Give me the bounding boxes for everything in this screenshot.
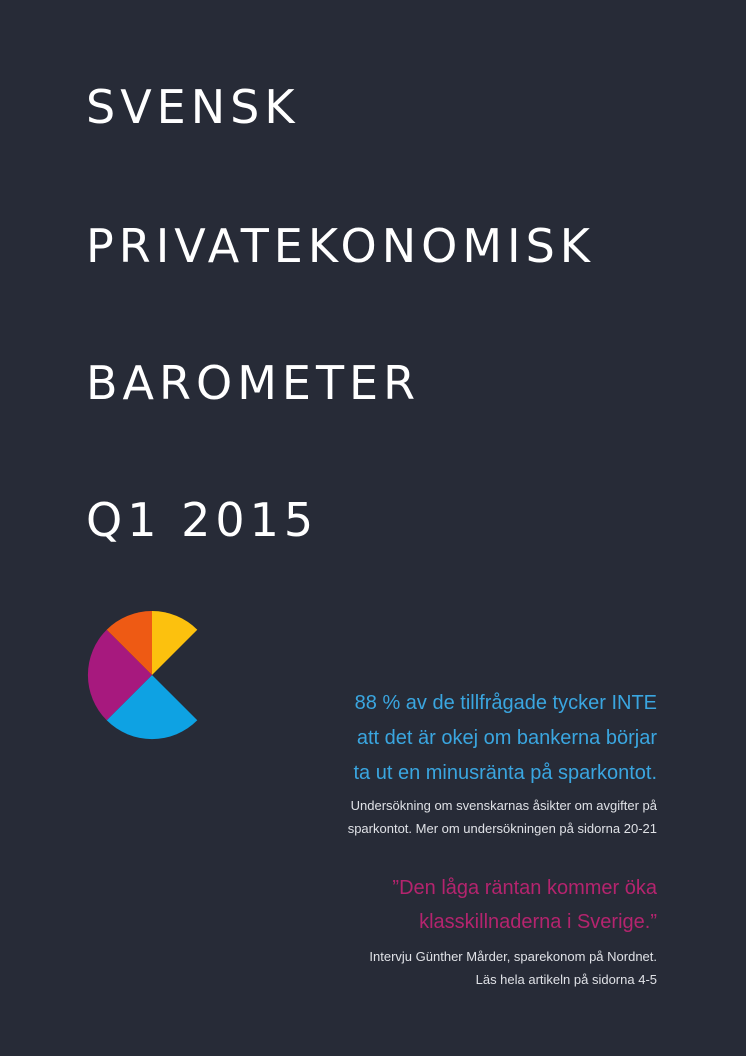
survey-note — [237, 794, 657, 840]
title-line-q1-2015: Q1 2015 — [86, 493, 319, 547]
quote-line: klasskillnaderna i Sverige.” — [419, 911, 657, 933]
interview-note — [237, 945, 657, 991]
headline-statistic — [237, 686, 657, 791]
title-line-barometer: BAROMETER — [86, 356, 421, 410]
survey-note-line: Undersökning om svenskarnas åsikter om avgifter på — [350, 798, 657, 813]
pie-chart-logo-icon — [85, 607, 205, 743]
logo-slice-yellow — [152, 611, 197, 675]
interview-note-line: Läs hela artikeln på sidorna 4-5 — [475, 972, 657, 987]
title-line-privatekonomisk: PRIVATEKONOMISK — [86, 219, 595, 273]
title-line-svensk: SVENSK — [86, 80, 300, 134]
headline-line: att det är okej om bankerna börjar — [356, 727, 657, 749]
quote-line: ”Den låga räntan kommer öka — [392, 877, 657, 899]
survey-note-line: sparkontot. Mer om undersökningen på sidorna 20-21 — [347, 821, 657, 836]
interview-note-line: Intervju Günther Mårder, sparekonom på Nordnet. — [369, 949, 657, 964]
pull-quote — [237, 871, 657, 939]
headline-line: ta ut en minusränta på sparkontot. — [353, 762, 657, 784]
headline-line: 88 % av de tillfrågade tycker INTE — [354, 692, 657, 714]
